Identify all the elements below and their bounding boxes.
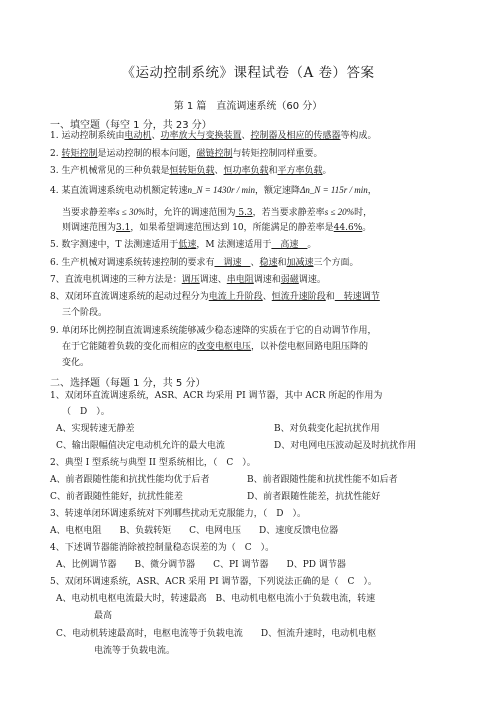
question-3: 3. 生产机械常见的三种负载是恒转矩负载、恒功率负载和平方率负载。 <box>50 166 332 176</box>
choice-2-option-a: A、前者跟随性能和抗扰性能均优于后者 <box>50 475 210 485</box>
answer-blank: 串电阻 <box>226 275 254 285</box>
question-4-line-2: 当要求静差率s ≤ 30%时，允许的调速范围为 5.3，若当要求静差率s ≤ 20%时， <box>62 207 373 218</box>
answer-blank: 平方率负载 <box>277 166 323 176</box>
answer-blank: 3.1 <box>116 223 131 233</box>
question-6: 6. 生产机械对调速系统转速控制的要求有 调速 、稳速和加减速三个方面。 <box>50 258 359 268</box>
choice-answer-1: （ D ）。 <box>62 407 110 417</box>
choice-4-options: A、比例调节器 B、微分调节器 C、PI 调节器 D、PD 调节器 <box>56 560 346 570</box>
answer-blank: 弱磁 <box>280 275 299 285</box>
answer-blank: 控制器及相应的传感器 <box>250 131 341 141</box>
answer-blank: 转速调节 <box>334 292 380 302</box>
answer-blank: 5.3 <box>235 208 253 218</box>
answer-blank: 低速 <box>178 240 197 250</box>
section-fill-blank-title: 一、填空题（每空 1 分，共 23 分） <box>50 120 212 131</box>
answer-blank: 功率放大与变换装置 <box>160 131 242 141</box>
answer-blank: 高速 <box>271 240 308 250</box>
choice-5-option-d-cont: 电流等于负载电流。 <box>94 646 176 656</box>
choice-3-options: A、电枢电阻 B、负载转矩 C、电网电压 D、速度反馈电位器 <box>50 526 339 536</box>
answer-blank: 电动机 <box>124 131 152 141</box>
answer-blank: 磁链控制 <box>196 149 233 159</box>
question-9-line-3: 变化。 <box>62 358 90 368</box>
answer-blank: 调速 <box>214 258 251 268</box>
formula-rated-speed: n_N = 1430r / min <box>187 185 256 195</box>
choice-5-option-a-b: A、电动机电枢电流最大时，转速最高 B、电动机电枢电流小于负载电流，转速 <box>56 594 376 604</box>
question-1: 1. 运动控制系统由电动机、功率放大与变换装置、控制器及相应的传感器等构成。 <box>50 131 377 141</box>
answer-blank: 电流上升阶段 <box>208 292 263 302</box>
choice-2-option-b: B、前者跟随性能和抗扰性能不如后者 <box>247 475 398 485</box>
choice-5-option-b-cont: 最高 <box>94 611 113 621</box>
choice-2-option-d: D、前者跟随性能差，抗扰性能好 <box>247 492 381 502</box>
choice-question-1: 1、双闭环直流调速系统，ASR、ACR 均采用 PI 调节器，其中 ACR 所起的作用为 <box>50 391 383 401</box>
question-9-line-2: 在于它能随着负载的变化而相应的改变电枢电压，以补偿电枢回路电阻压降的 <box>62 342 369 352</box>
choice-1-option-c: C、输出限幅值决定电动机允许的最大电流 <box>56 441 225 451</box>
section-choice-title: 二、选择题（每题 1 分，共 5 分） <box>50 378 206 389</box>
answer-blank: 恒流升速阶段 <box>271 292 326 302</box>
question-2: 2. 转矩控制是运动控制的根本问题，磁链控制与转矩控制同样重要。 <box>50 149 323 159</box>
question-8-line-2: 三个阶段。 <box>62 308 108 318</box>
answer-blank: 改变电枢电压 <box>197 342 252 352</box>
formula-speed-drop: Δn_N = 115r / min <box>300 185 368 195</box>
question-7: 7、直流电机调速的三种方法是：调压调速、串电阻调速和弱磁调速。 <box>50 275 326 285</box>
answer-blank: 恒功率负载 <box>223 166 269 176</box>
choice-question-5: 5、双闭环调速系统，ASR、ACR 采用 PI 调节器，下列说法正确的是（ C ）。 <box>50 577 377 587</box>
question-9: 9. 单闭环比例控制直流调速系统能够减少稳态速降的实质在于它的自动调节作用， <box>50 326 377 336</box>
question-5: 5. 数字测速中，T 法测速适用于低速，M 法测速适用于 高速 。 <box>50 240 317 250</box>
answer-blank: 转矩控制 <box>61 149 98 159</box>
question-8: 8、双闭环直流调速系统的起动过程分为电流上升阶段、恒流升速阶段和 转速调节 <box>50 292 380 302</box>
page-title: 《运动控制系统》课程试卷（A 卷）答案 <box>121 65 375 81</box>
choice-2-option-c: C、前者跟随性能好，抗扰性能差 <box>50 492 183 502</box>
question-4: 4. 某直流调速系统电动机额定转速n_N = 1430r / min，额定速降Δn_N = 115r / min， <box>50 185 377 196</box>
choice-1-option-a: A、实现转速无静差 <box>56 424 135 434</box>
answer-blank: 加减速 <box>286 258 314 268</box>
choice-question-2: 2、典型 I 型系统与典型 II 型系统相比，（ C ）。 <box>50 458 256 468</box>
answer-blank: 恒转矩负载 <box>169 166 215 176</box>
question-4-line-3: 则调速范围为3.1，如果希望调速范围达到 10，所能满足的静差率是44.6%。 <box>62 223 372 233</box>
answer-blank: 稳速 <box>259 258 278 268</box>
answer-blank: 调压 <box>181 275 200 285</box>
choice-1-option-d: D、对电网电压波动起及时抗扰作用 <box>274 441 417 451</box>
choice-5-option-c-d: C、电动机转速最高时，电枢电流等于负载电流 D、恒流升速时，电动机电枢 <box>56 629 377 639</box>
chapter-heading: 第 1 篇 直流调速系统（60 分） <box>173 101 323 112</box>
choice-1-option-b: B、对负载变化起抗扰作用 <box>274 424 380 434</box>
choice-question-4: 4、下述调节器能消除被控制量稳态误差的为（ C ）。 <box>50 543 275 553</box>
answer-blank: 44.6% <box>333 223 363 233</box>
choice-question-3: 3、转速单闭环调速系统对下列哪些扰动无克服能力，（ D ）。 <box>50 509 306 519</box>
